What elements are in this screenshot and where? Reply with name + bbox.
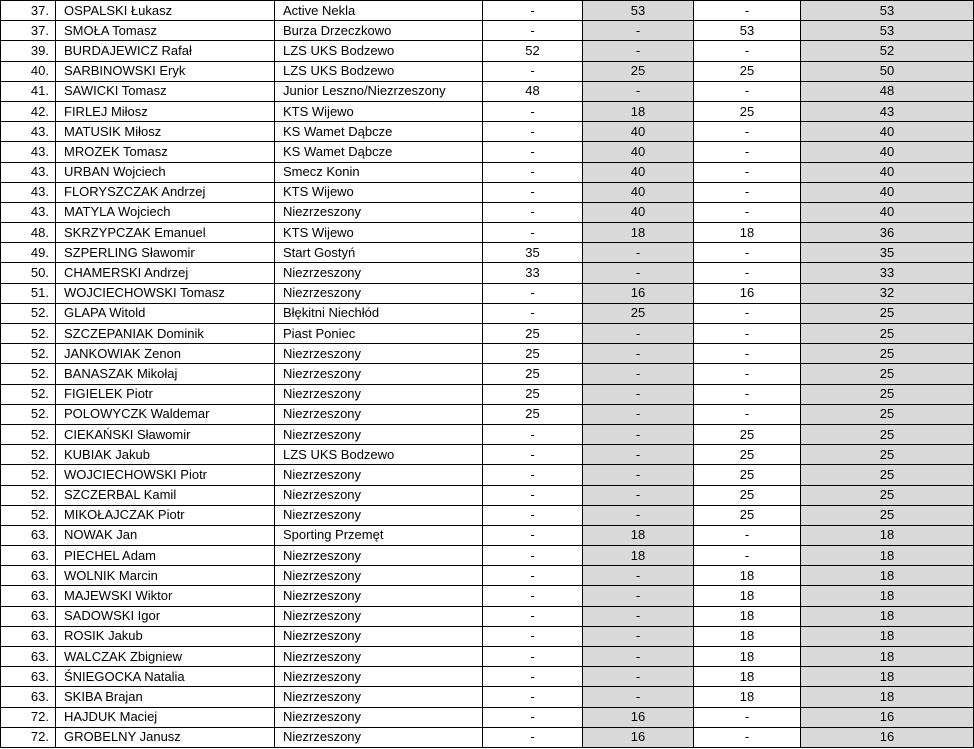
table-row [1,324,974,344]
round-2-points-cell: 40 [583,162,694,182]
round-1-points-cell: - [483,162,583,182]
round-1-points-cell: 25 [483,344,583,364]
round-3-points-cell: - [694,344,801,364]
total-points-cell: 18 [801,626,974,646]
player-name-cell: MROZEK Tomasz [56,142,275,162]
club-cell: Błękitni Niechłód [275,303,483,323]
table-row [1,344,974,364]
position-cell: 63. [1,546,56,566]
position-cell: 51. [1,283,56,303]
total-points-cell: 36 [801,223,974,243]
round-2-points-cell: - [583,384,694,404]
round-2-points-cell: - [583,566,694,586]
total-points-cell: 25 [801,424,974,444]
club-cell: Niezrzeszony [275,384,483,404]
round-3-points-cell: - [694,243,801,263]
round-1-points-cell: - [483,223,583,243]
position-cell: 50. [1,263,56,283]
round-3-points-cell: 18 [694,647,801,667]
round-2-points-cell: - [583,263,694,283]
table-row [1,61,974,81]
total-points-cell: 18 [801,667,974,687]
player-name-cell: SZPERLING Sławomir [56,243,275,263]
position-cell: 63. [1,687,56,707]
round-3-points-cell: - [694,525,801,545]
player-name-cell: KUBIAK Jakub [56,445,275,465]
table-row [1,1,974,21]
round-1-points-cell: - [483,202,583,222]
total-points-cell: 25 [801,364,974,384]
table-row [1,202,974,222]
club-cell: Niezrzeszony [275,283,483,303]
round-3-points-cell: - [694,384,801,404]
round-3-points-cell: 25 [694,465,801,485]
round-2-points-cell: - [583,445,694,465]
total-points-cell: 25 [801,384,974,404]
position-cell: 63. [1,647,56,667]
round-1-points-cell: - [483,586,583,606]
round-1-points-cell: 25 [483,404,583,424]
round-3-points-cell: - [694,41,801,61]
total-points-cell: 18 [801,586,974,606]
club-cell: Sporting Przemęt [275,525,483,545]
round-2-points-cell: 18 [583,101,694,121]
player-name-cell: GLAPA Witold [56,303,275,323]
round-1-points-cell: - [483,1,583,21]
round-1-points-cell: - [483,465,583,485]
club-cell: Niezrzeszony [275,465,483,485]
total-points-cell: 40 [801,142,974,162]
position-cell: 37. [1,21,56,41]
player-name-cell: WOJCIECHOWSKI Tomasz [56,283,275,303]
total-points-cell: 18 [801,687,974,707]
position-cell: 39. [1,41,56,61]
club-cell: LZS UKS Bodzewo [275,445,483,465]
club-cell: KS Wamet Dąbcze [275,142,483,162]
round-3-points-cell: - [694,546,801,566]
position-cell: 72. [1,727,56,747]
position-cell: 52. [1,505,56,525]
table-row [1,243,974,263]
total-points-cell: 18 [801,566,974,586]
club-cell: Niezrzeszony [275,546,483,566]
round-3-points-cell: 25 [694,445,801,465]
player-name-cell: ŚNIEGOCKA Natalia [56,667,275,687]
total-points-cell: 16 [801,707,974,727]
table-row [1,142,974,162]
player-name-cell: SKRZYPCZAK Emanuel [56,223,275,243]
club-cell: KTS Wijewo [275,182,483,202]
club-cell: Start Gostyń [275,243,483,263]
total-points-cell: 18 [801,647,974,667]
player-name-cell: SZCZEPANIAK Dominik [56,324,275,344]
round-1-points-cell: - [483,505,583,525]
table-row [1,727,974,747]
round-3-points-cell: - [694,324,801,344]
club-cell: Niezrzeszony [275,707,483,727]
total-points-cell: 25 [801,445,974,465]
club-cell: Niezrzeszony [275,263,483,283]
position-cell: 63. [1,626,56,646]
table-row [1,283,974,303]
round-2-points-cell: 16 [583,707,694,727]
table-row [1,424,974,444]
position-cell: 63. [1,586,56,606]
table-row [1,586,974,606]
club-cell: Niezrzeszony [275,626,483,646]
player-name-cell: JANKOWIAK Zenon [56,344,275,364]
position-cell: 72. [1,707,56,727]
round-2-points-cell: - [583,81,694,101]
round-2-points-cell: 25 [583,303,694,323]
total-points-cell: 25 [801,303,974,323]
player-name-cell: FIRLEJ Miłosz [56,101,275,121]
position-cell: 63. [1,566,56,586]
position-cell: 52. [1,465,56,485]
player-name-cell: HAJDUK Maciej [56,707,275,727]
round-1-points-cell: 35 [483,243,583,263]
table-row [1,566,974,586]
round-2-points-cell: - [583,505,694,525]
round-3-points-cell: 18 [694,223,801,243]
round-2-points-cell: - [583,424,694,444]
total-points-cell: 40 [801,202,974,222]
total-points-cell: 25 [801,344,974,364]
round-3-points-cell: - [694,81,801,101]
table-row [1,384,974,404]
total-points-cell: 40 [801,182,974,202]
position-cell: 52. [1,384,56,404]
round-3-points-cell: - [694,263,801,283]
round-3-points-cell: - [694,202,801,222]
total-points-cell: 18 [801,525,974,545]
position-cell: 52. [1,404,56,424]
position-cell: 52. [1,324,56,344]
player-name-cell: PIECHEL Adam [56,546,275,566]
round-2-points-cell: 40 [583,182,694,202]
club-cell: Niezrzeszony [275,586,483,606]
position-cell: 52. [1,364,56,384]
club-cell: Niezrzeszony [275,566,483,586]
round-2-points-cell: 40 [583,202,694,222]
player-name-cell: SMOŁA Tomasz [56,21,275,41]
player-name-cell: SKIBA Brajan [56,687,275,707]
table-row [1,465,974,485]
position-cell: 52. [1,303,56,323]
club-cell: Niezrzeszony [275,364,483,384]
table-row [1,364,974,384]
player-name-cell: SARBINOWSKI Eryk [56,61,275,81]
club-cell: Burza Drzeczkowo [275,21,483,41]
club-cell: Niezrzeszony [275,404,483,424]
round-3-points-cell: 18 [694,566,801,586]
player-name-cell: CIEKAŃSKI Sławomir [56,424,275,444]
total-points-cell: 25 [801,485,974,505]
round-3-points-cell: - [694,303,801,323]
player-name-cell: FLORYSZCZAK Andrzej [56,182,275,202]
club-cell: Niezrzeszony [275,424,483,444]
round-3-points-cell: 18 [694,606,801,626]
round-3-points-cell: - [694,1,801,21]
player-name-cell: BURDAJEWICZ Rafał [56,41,275,61]
round-1-points-cell: - [483,485,583,505]
position-cell: 52. [1,485,56,505]
round-3-points-cell: - [694,404,801,424]
club-cell: KTS Wijewo [275,101,483,121]
player-name-cell: OSPALSKI Łukasz [56,1,275,21]
position-cell: 63. [1,525,56,545]
player-name-cell: FIGIELEK Piotr [56,384,275,404]
round-1-points-cell: 25 [483,384,583,404]
round-2-points-cell: - [583,626,694,646]
round-2-points-cell: 16 [583,283,694,303]
round-2-points-cell: - [583,485,694,505]
player-name-cell: WOLNIK Marcin [56,566,275,586]
round-1-points-cell: 33 [483,263,583,283]
round-1-points-cell: - [483,727,583,747]
round-2-points-cell: - [583,344,694,364]
player-name-cell: MAJEWSKI Wiktor [56,586,275,606]
round-1-points-cell: 52 [483,41,583,61]
table-row [1,546,974,566]
position-cell: 52. [1,424,56,444]
round-1-points-cell: - [483,61,583,81]
club-cell: KTS Wijewo [275,223,483,243]
position-cell: 43. [1,142,56,162]
round-3-points-cell: 53 [694,21,801,41]
round-1-points-cell: - [483,445,583,465]
table-row [1,223,974,243]
round-2-points-cell: - [583,606,694,626]
table-row [1,81,974,101]
club-cell: Piast Poniec [275,324,483,344]
round-2-points-cell: 16 [583,727,694,747]
round-3-points-cell: 16 [694,283,801,303]
club-cell: Niezrzeszony [275,647,483,667]
position-cell: 63. [1,606,56,626]
round-1-points-cell: 25 [483,364,583,384]
round-2-points-cell: - [583,324,694,344]
total-points-cell: 18 [801,546,974,566]
round-3-points-cell: 18 [694,667,801,687]
club-cell: Smecz Konin [275,162,483,182]
position-cell: 41. [1,81,56,101]
total-points-cell: 32 [801,283,974,303]
player-name-cell: GROBELNY Janusz [56,727,275,747]
position-cell: 43. [1,182,56,202]
total-points-cell: 40 [801,122,974,142]
player-name-cell: URBAN Wojciech [56,162,275,182]
table-row [1,21,974,41]
table-row [1,647,974,667]
round-3-points-cell: - [694,122,801,142]
player-name-cell: MIKOŁAJCZAK Piotr [56,505,275,525]
round-3-points-cell: 25 [694,61,801,81]
round-2-points-cell: - [583,687,694,707]
round-3-points-cell: 18 [694,626,801,646]
club-cell: LZS UKS Bodzewo [275,41,483,61]
player-name-cell: POLOWYCZK Waldemar [56,404,275,424]
round-2-points-cell: - [583,586,694,606]
total-points-cell: 40 [801,162,974,182]
total-points-cell: 25 [801,404,974,424]
position-cell: 63. [1,667,56,687]
total-points-cell: 50 [801,61,974,81]
player-name-cell: SADOWSKI Igor [56,606,275,626]
total-points-cell: 43 [801,101,974,121]
round-3-points-cell: 18 [694,687,801,707]
player-name-cell: SAWICKI Tomasz [56,81,275,101]
round-1-points-cell: - [483,626,583,646]
player-name-cell: ROSIK Jakub [56,626,275,646]
player-name-cell: MATYLA Wojciech [56,202,275,222]
total-points-cell: 33 [801,263,974,283]
round-1-points-cell: 25 [483,324,583,344]
round-1-points-cell: - [483,101,583,121]
round-1-points-cell: - [483,182,583,202]
club-cell: Junior Leszno/Niezrzeszony [275,81,483,101]
round-1-points-cell: - [483,525,583,545]
round-1-points-cell: - [483,303,583,323]
position-cell: 42. [1,101,56,121]
round-3-points-cell: 18 [694,586,801,606]
round-1-points-cell: - [483,283,583,303]
table-row [1,303,974,323]
position-cell: 49. [1,243,56,263]
total-points-cell: 25 [801,324,974,344]
club-cell: Niezrzeszony [275,687,483,707]
round-3-points-cell: 25 [694,505,801,525]
round-3-points-cell: - [694,707,801,727]
round-2-points-cell: - [583,647,694,667]
club-cell: KS Wamet Dąbcze [275,122,483,142]
round-2-points-cell: - [583,465,694,485]
club-cell: Niezrzeszony [275,344,483,364]
position-cell: 37. [1,1,56,21]
total-points-cell: 53 [801,21,974,41]
round-1-points-cell: - [483,606,583,626]
club-cell: Niezrzeszony [275,606,483,626]
player-name-cell: WALCZAK Zbigniew [56,647,275,667]
position-cell: 43. [1,202,56,222]
position-cell: 52. [1,445,56,465]
total-points-cell: 52 [801,41,974,61]
table-row [1,263,974,283]
round-1-points-cell: - [483,122,583,142]
round-1-points-cell: - [483,21,583,41]
position-cell: 40. [1,61,56,81]
total-points-cell: 35 [801,243,974,263]
round-3-points-cell: 25 [694,101,801,121]
table-row [1,162,974,182]
table-row [1,606,974,626]
round-2-points-cell: - [583,243,694,263]
table-row [1,626,974,646]
round-3-points-cell: 25 [694,485,801,505]
round-2-points-cell: - [583,21,694,41]
total-points-cell: 48 [801,81,974,101]
club-cell: Active Nekla [275,1,483,21]
table-row [1,182,974,202]
total-points-cell: 16 [801,727,974,747]
player-name-cell: MATUSIK Miłosz [56,122,275,142]
table-row [1,101,974,121]
player-name-cell: NOWAK Jan [56,525,275,545]
round-2-points-cell: 53 [583,1,694,21]
round-2-points-cell: - [583,364,694,384]
club-cell: Niezrzeszony [275,485,483,505]
club-cell: Niezrzeszony [275,727,483,747]
table-row [1,122,974,142]
round-2-points-cell: 18 [583,223,694,243]
round-1-points-cell: - [483,566,583,586]
table-row [1,525,974,545]
table-row [1,505,974,525]
table-row [1,404,974,424]
table-row [1,41,974,61]
round-1-points-cell: - [483,424,583,444]
round-1-points-cell: - [483,687,583,707]
round-2-points-cell: 40 [583,122,694,142]
club-cell: Niezrzeszony [275,667,483,687]
player-name-cell: SZCZERBAL Kamil [56,485,275,505]
total-points-cell: 25 [801,505,974,525]
round-1-points-cell: - [483,546,583,566]
round-1-points-cell: - [483,707,583,727]
round-3-points-cell: - [694,727,801,747]
round-3-points-cell: - [694,182,801,202]
ranking-rows [1,1,974,748]
player-name-cell: CHAMERSKI Andrzej [56,263,275,283]
round-3-points-cell: 25 [694,424,801,444]
table-row [1,485,974,505]
player-name-cell: BANASZAK Mikołaj [56,364,275,384]
round-1-points-cell: 48 [483,81,583,101]
round-2-points-cell: - [583,41,694,61]
total-points-cell: 53 [801,1,974,21]
round-2-points-cell: - [583,667,694,687]
club-cell: Niezrzeszony [275,202,483,222]
round-1-points-cell: - [483,142,583,162]
round-2-points-cell: 40 [583,142,694,162]
table-row [1,445,974,465]
round-1-points-cell: - [483,667,583,687]
round-3-points-cell: - [694,162,801,182]
round-2-points-cell: 18 [583,525,694,545]
player-name-cell: WOJCIECHOWSKI Piotr [56,465,275,485]
round-2-points-cell: 25 [583,61,694,81]
position-cell: 48. [1,223,56,243]
table-row [1,707,974,727]
round-3-points-cell: - [694,364,801,384]
table-row [1,687,974,707]
club-cell: LZS UKS Bodzewo [275,61,483,81]
round-1-points-cell: - [483,647,583,667]
total-points-cell: 25 [801,465,974,485]
round-2-points-cell: - [583,404,694,424]
total-points-cell: 18 [801,606,974,626]
table-row [1,667,974,687]
club-cell: Niezrzeszony [275,505,483,525]
position-cell: 52. [1,344,56,364]
round-3-points-cell: - [694,142,801,162]
position-cell: 43. [1,122,56,142]
position-cell: 43. [1,162,56,182]
round-2-points-cell: 18 [583,546,694,566]
